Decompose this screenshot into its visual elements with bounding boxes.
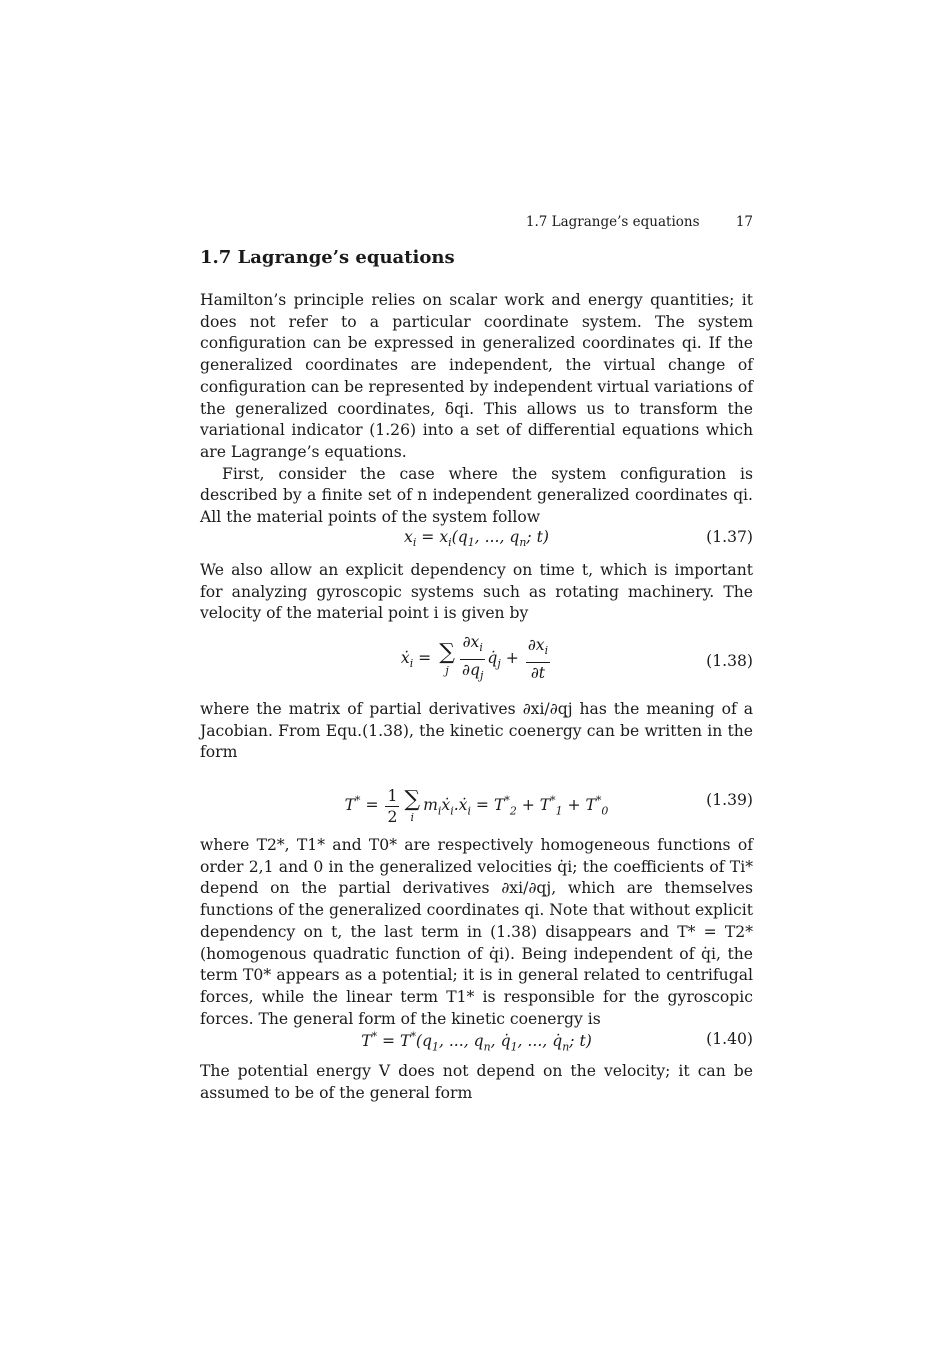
fraction: $\frac{1}{2}$ <box>387 786 398 826</box>
text-block-potential <box>200 1061 753 1104</box>
equation-1-39-formula: T* = $\frac{1}{2}$ ∑ i $m_iẋ_i.ẋ_i = T^*_2 + T^*_1 + T^*_0$ <box>344 786 609 826</box>
equation-1-40-number: (1.40) <box>706 1030 753 1048</box>
page-number: 17 <box>735 214 753 230</box>
summation-symbol: ∑ j <box>439 640 455 677</box>
paragraph-1: Hamilton’s principle relies on scalar work and energy quantities; it does not refer to a particular coordinate system. The system configuration can be expressed in generalized coordinates qi. If the generalized coordinates are independent, the virtual change of configuration can be represented by independent virtual variations of the generalized coordinates, δqi. This allows us to transform the variational indicator (1.26) into a set of differential equations which are Lagrange’s equations. <box>200 291 753 461</box>
running-header <box>200 214 753 230</box>
paragraph-4: where the matrix of partial derivatives ∂xi/∂qj has the meaning of a Jacobian. From Equ.(1.38), the kinetic coenergy can be written in the form <box>200 700 753 762</box>
text-block-velocity <box>200 560 753 625</box>
text-block-jacobian <box>200 699 753 764</box>
equation-1-40-formula: $T^* = T^*(q_1$, ..., $q_n$, $q̇_1$, ..., $q̇_n$; t) <box>361 1030 592 1054</box>
paragraph-5: where T2*, T1* and T0* are respectively homogeneous functions of order 2,1 and 0 in the generalized velocities q̇i; the coefficients of Ti* depend on the partial derivatives ∂xi/∂qj, which are themselves functions of the generalized coordinates qi. Note that without explicit dependency on t, the last term in (1.38) disappears and T* = T2* (homogenous quadratic function of q̇i). Being independent of q̇i, the term T0* appears as a potential; it is in general related to centrifugal forces, while the linear term T1* is responsible for the gyroscopic forces. The general form of the kinetic coenergy is <box>200 836 753 1028</box>
text-block-coenergy <box>200 835 753 1030</box>
equation-1-37-number: (1.37) <box>706 528 753 546</box>
equation-1-37-formula: $x_i = x_i(q_1$, ..., $q_n$; t) <box>404 528 549 550</box>
paragraph-2: First, consider the case where the system configuration is described by a finite set of n independent generalized coordinates qi. All the material points of the system follow <box>200 464 753 527</box>
equation-1-38-number: (1.38) <box>706 652 753 670</box>
equation-1-37 <box>200 528 753 556</box>
paragraph-3: We also allow an explicit dependency on time t, which is important for analyzing gyroscopic systems such as rotating machinery. The velocity of the material point i is given by <box>200 561 753 623</box>
fraction: $\frac{\partial x_i}{\partial t}$ <box>527 636 549 682</box>
text-block-intro <box>200 290 753 529</box>
paragraph-6: The potential energy V does not depend on the velocity; it can be assumed to be of the general form <box>200 1062 753 1102</box>
summation-symbol: ∑ i <box>404 787 421 825</box>
equation-1-39-number: (1.39) <box>706 791 753 809</box>
equation-1-40 <box>200 1030 753 1058</box>
equation-1-39 <box>200 769 753 833</box>
fraction: $\frac{\partial x_i}{\partial q_j}$ <box>461 633 484 682</box>
running-title: 1.7 Lagrange’s equations <box>525 214 700 230</box>
equation-1-38-formula: ẋ$_i$ = ∑ j $\frac{\partial x_i}{\partial q_j}$ $q̇_j$ + $\frac{\partial x_i}{\partial t}$ <box>200 623 753 699</box>
section-title: 1.7 Lagrange’s equations <box>200 247 455 268</box>
equation-1-38 <box>200 623 753 693</box>
